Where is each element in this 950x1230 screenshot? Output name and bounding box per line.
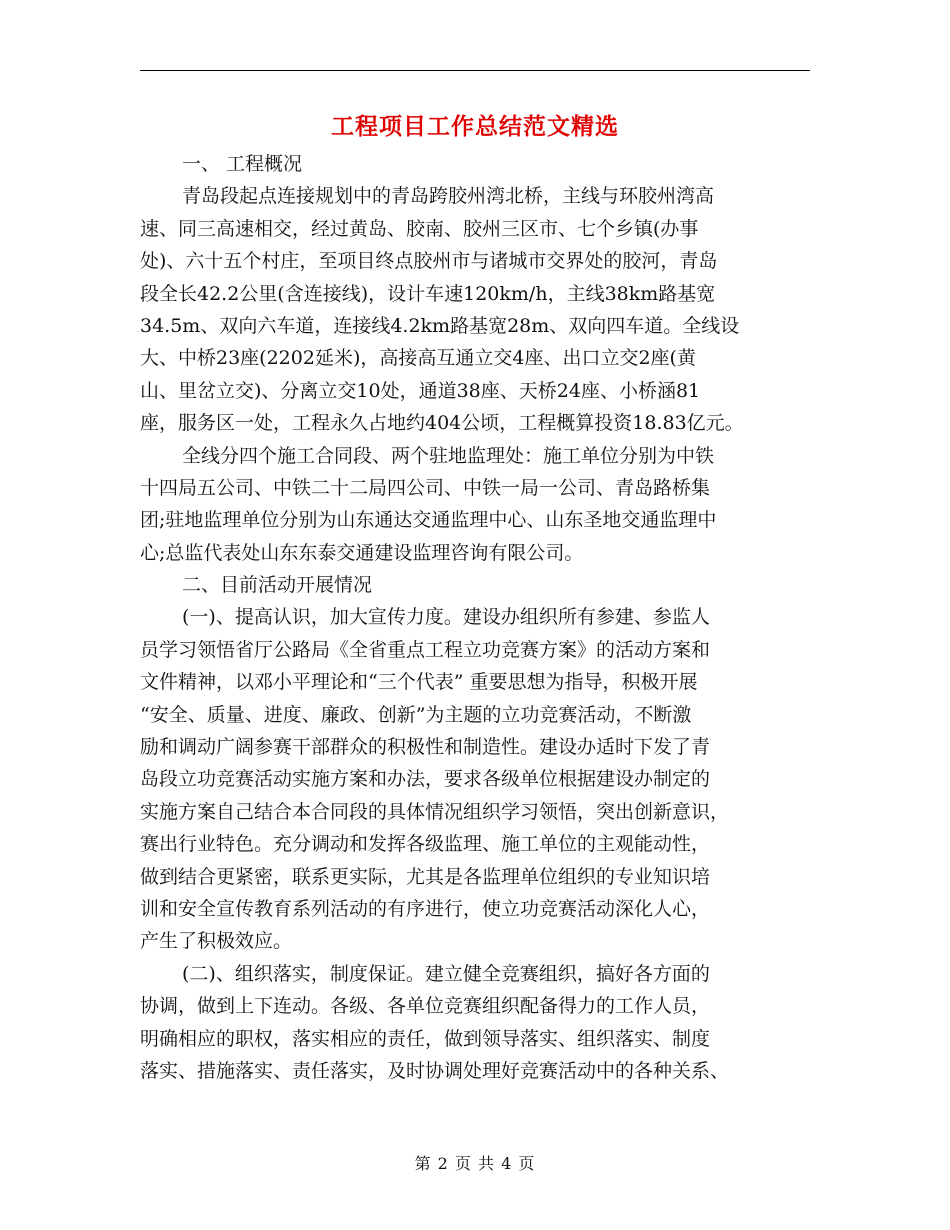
body-line: 十四局五公司、中铁二十二局四公司、中铁一局一公司、青岛路桥集 [140,476,711,499]
body-line: 青岛段起点连接规划中的青岛跨胶州湾北桥，主线与环胶州湾高 [182,185,715,208]
body-line: 座，服务区一处，工程永久占地约404公顷，工程概算投资18.83亿元。 [140,412,744,435]
body-line: 赛出行业特色。充分调动和发挥各级监理、施工单位的主观能动性， [140,833,711,856]
document-body [140,148,812,1087]
body-line: 做到结合更紧密，联系更实际，尤其是各监理单位组织的专业知识培 [140,865,711,888]
body-line: 落实、措施落实、责任落实，及时协调处理好竞赛活动中的各种关系、 [140,1059,730,1082]
body-line: 协调，做到上下连动。各级、各单位竞赛组织配备得力的工作人员， [140,995,711,1018]
body-line: 励和调动广阔参赛干部群众的积极性和制造性。建设办适时下发了青 [140,736,711,759]
body-line: (一)、提高认识，加大宣传力度。建设办组织所有参建、参监人 [182,606,710,629]
document-title: 工程项目工作总结范文精选 [331,113,619,140]
body-line: 处)、六十五个村庄，至项目终点胶州市与诸城市交界处的胶河，青岛 [140,250,718,273]
body-line: 文件精神，以邓小平理论和“三个代表” 重要思想为指导，积极开展 [140,671,698,694]
body-line: 全线分四个施工合同段、两个驻地监理处：施工单位分别为中铁 [182,444,715,467]
body-line: 明确相应的职权，落实相应的责任，做到领导落实、组织落实、制度 [140,1027,711,1050]
body-line: 山、里岔立交)、分离立交10处，通道38座、天桥24座、小桥涵81 [140,379,701,402]
body-line: 速、同三高速相交，经过黄岛、胶南、胶州三区市、七个乡镇(办事 [140,217,699,240]
body-line: 产生了积极效应。 [140,930,293,953]
body-line: 训和安全宣传教育系列活动的有序进行，使立功竞赛活动深化人心， [140,897,711,920]
body-line: 员学习领悟省厅公路局《全省重点工程立功竞赛方案》的活动方案和 [140,638,711,661]
page-footer: 第 2 页 共 4 页 [414,1154,536,1173]
body-line: 岛段立功竞赛活动实施方案和办法，要求各级单位根据建设办制定的 [140,768,711,791]
header-rule [140,70,810,71]
body-line: 实施方案自己结合本合同段的具体情况组织学习领悟，突出创新意识， [140,800,730,823]
body-line: 34.5m、双向六车道，连接线4.2km路基宽28m、双向四车道。全线设 [140,314,740,337]
body-line: 段全长42.2公里(含连接线)，设计车速120km/h，主线38km路基宽 [140,282,716,305]
body-line: (二)、组织落实，制度保证。建立健全竞赛组织，搞好各方面的 [182,962,710,985]
body-line: 一、 工程概况 [182,153,303,175]
body-line: 心;总监代表处山东东泰交通建设监理咨询有限公司。 [140,541,584,564]
body-line: 大、中桥23座(2202延米)，高接高互通立交4座、出口立交2座(黄 [140,347,696,370]
body-line: 二、目前活动开展情况 [182,574,373,597]
body-line: “安全、质量、进度、廉政、创新”为主题的立功竞赛活动，不断激 [140,703,692,726]
body-line: 团;驻地监理单位分别为山东通达交通监理中心、山东圣地交通监理中 [140,509,717,532]
